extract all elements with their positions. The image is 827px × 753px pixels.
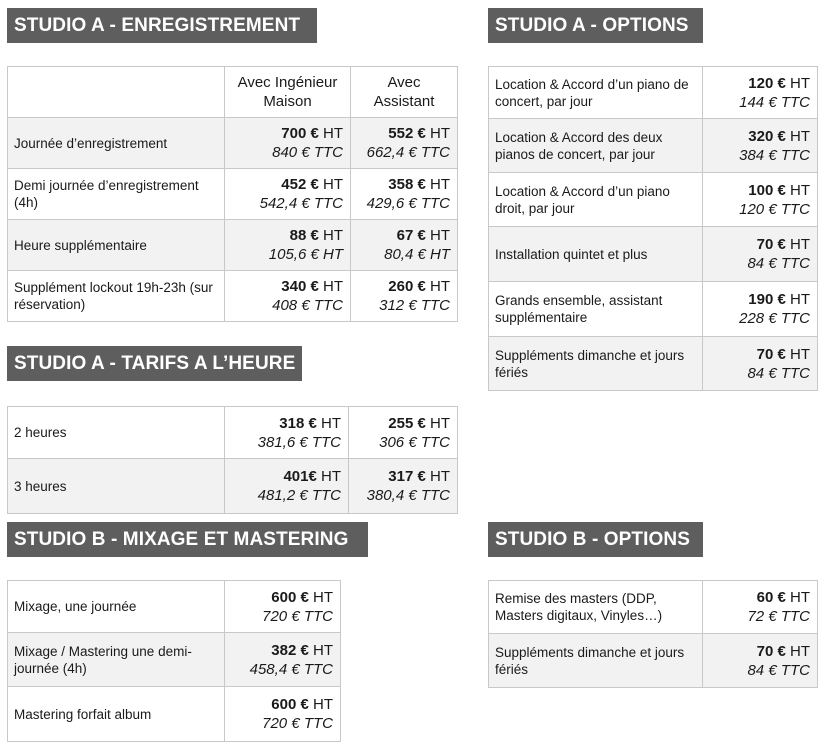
- price-cell: [703, 282, 818, 337]
- table-row: [489, 227, 818, 282]
- row-label: Heure supplémentaire: [8, 220, 225, 271]
- price-unit: HT: [308, 696, 333, 713]
- row-label: Location & Accord d’un piano de concert, par jour: [489, 67, 703, 119]
- table-row: [8, 271, 458, 322]
- price-amount: 600 €: [271, 696, 309, 713]
- row-label: Remise des masters (DDP, Masters digitaux, Vinyles…): [489, 581, 703, 634]
- table-header-empty: [8, 67, 225, 118]
- row-label: Grands ensemble, assistant supplémentaire: [489, 282, 703, 337]
- price-ttc: 380,4 € TTC: [366, 487, 450, 504]
- price-unit: HT: [318, 227, 343, 244]
- price-amount: 70 €: [756, 345, 786, 363]
- price-unit: HT: [785, 181, 810, 199]
- price-ttc: 84 € TTC: [747, 364, 810, 382]
- price-unit: HT: [425, 227, 450, 244]
- price-cell: [351, 118, 458, 169]
- price-cell: [349, 459, 458, 514]
- price-amount: 67 €: [396, 227, 426, 244]
- row-label: Location & Accord d’un piano droit, par jour: [489, 173, 703, 227]
- price-amount: 600 €: [271, 588, 309, 606]
- price-cell: [703, 634, 818, 688]
- table-row: [8, 169, 458, 220]
- price-cell: [225, 633, 341, 687]
- price-cell: [351, 271, 458, 322]
- price-unit: HT: [425, 125, 450, 142]
- price-ttc: 72 € TTC: [747, 608, 810, 625]
- price-amount: 340 €: [281, 278, 319, 295]
- row-label: Mixage / Mastering une demi-journée (4h): [8, 633, 225, 687]
- price-ttc: 228 € TTC: [739, 310, 810, 327]
- price-amount: 190 €: [748, 291, 786, 308]
- price-unit: HT: [785, 236, 810, 253]
- price-ttc: 80,4 € HT: [384, 246, 450, 263]
- price-cell: [225, 687, 341, 742]
- price-ttc: 720 € TTC: [262, 607, 333, 625]
- price-ttc: 105,6 € HT: [268, 246, 343, 263]
- table-row: [8, 220, 458, 271]
- price-unit: HT: [425, 176, 450, 193]
- price-amount: 120 €: [748, 74, 786, 92]
- price-ttc: 458,4 € TTC: [249, 660, 333, 678]
- table-row: [489, 173, 818, 227]
- section-title-studio-a-options: STUDIO A - OPTIONS: [488, 8, 703, 43]
- price-unit: HT: [425, 414, 450, 432]
- price-cell: [703, 337, 818, 391]
- table-row: [489, 581, 818, 634]
- row-label: Mixage, une journée: [8, 581, 225, 633]
- section-title-studio-b-options: STUDIO B - OPTIONS: [488, 522, 703, 557]
- price-cell: [351, 220, 458, 271]
- section-title-studio-a-tarifs-heure: STUDIO A - TARIFS A L’HEURE: [7, 346, 302, 381]
- price-cell: [225, 459, 349, 514]
- row-label: Demi journée d’enregistrement (4h): [8, 169, 225, 220]
- price-unit: HT: [785, 74, 810, 92]
- price-amount: 255 €: [388, 414, 426, 432]
- row-label: 2 heures: [8, 407, 225, 459]
- column-header-ingenieur: Avec Ingénieur Maison: [225, 67, 351, 118]
- price-unit: HT: [785, 291, 810, 308]
- price-amount: 70 €: [756, 642, 786, 660]
- table-row: [8, 687, 341, 742]
- row-label: Suppléments dimanche et jours fériés: [489, 337, 703, 391]
- price-unit: HT: [785, 642, 810, 660]
- table-row: [489, 634, 818, 688]
- price-ttc: 144 € TTC: [739, 93, 810, 111]
- table-studio-a-enregistrement: [7, 66, 458, 322]
- price-amount: 260 €: [388, 278, 426, 295]
- price-amount: 452 €: [281, 176, 319, 193]
- column-header-assistant: Avec Assistant: [351, 67, 458, 118]
- table-studio-a-tarifs-heure: [7, 406, 458, 514]
- price-amount: 60 €: [756, 589, 786, 606]
- price-unit: HT: [785, 589, 810, 606]
- price-amount: 317 €: [388, 468, 426, 485]
- section-title-studio-b-mixage: STUDIO B - MIXAGE ET MASTERING: [7, 522, 368, 557]
- price-amount: 358 €: [388, 176, 426, 193]
- price-unit: HT: [318, 176, 343, 193]
- price-cell: [703, 67, 818, 119]
- price-cell: [225, 271, 351, 322]
- price-ttc: 840 € TTC: [272, 144, 343, 161]
- price-ttc: 429,6 € TTC: [366, 195, 450, 212]
- table-row: [8, 118, 458, 169]
- price-amount: 552 €: [388, 125, 426, 142]
- price-cell: [351, 169, 458, 220]
- row-label: 3 heures: [8, 459, 225, 514]
- price-unit: HT: [308, 641, 333, 659]
- price-unit: HT: [316, 414, 341, 432]
- row-label: Location & Accord des deux pianos de concert, par jour: [489, 119, 703, 173]
- price-ttc: 84 € TTC: [747, 661, 810, 679]
- price-amount: 320 €: [748, 127, 786, 145]
- price-ttc: 306 € TTC: [379, 433, 450, 451]
- price-cell: [349, 407, 458, 459]
- price-ttc: 662,4 € TTC: [366, 144, 450, 161]
- price-ttc: 481,2 € TTC: [257, 487, 341, 504]
- table-row: [489, 337, 818, 391]
- price-unit: HT: [785, 127, 810, 145]
- price-ttc: 384 € TTC: [739, 146, 810, 164]
- table-row: [489, 282, 818, 337]
- price-ttc: 84 € TTC: [747, 255, 810, 272]
- price-ttc: 408 € TTC: [272, 297, 343, 314]
- price-cell: [703, 227, 818, 282]
- price-ttc: 720 € TTC: [262, 715, 333, 732]
- table-studio-a-options: [488, 66, 818, 391]
- price-amount: 401€: [283, 468, 317, 485]
- table-row: [8, 581, 341, 633]
- price-cell: [225, 220, 351, 271]
- price-cell: [225, 118, 351, 169]
- price-cell: [225, 407, 349, 459]
- price-cell: [225, 169, 351, 220]
- price-amount: 382 €: [271, 641, 309, 659]
- price-cell: [703, 119, 818, 173]
- section-title-studio-a-enregistrement: STUDIO A - ENREGISTREMENT: [7, 8, 317, 43]
- table-row: [8, 633, 341, 687]
- row-label: Suppléments dimanche et jours fériés: [489, 634, 703, 688]
- price-unit: HT: [318, 125, 343, 142]
- table-studio-b-options: [488, 580, 818, 688]
- price-amount: 88 €: [289, 227, 319, 244]
- price-amount: 318 €: [279, 414, 317, 432]
- price-unit: HT: [785, 345, 810, 363]
- price-amount: 700 €: [281, 125, 319, 142]
- price-unit: HT: [308, 588, 333, 606]
- price-ttc: 381,6 € TTC: [257, 433, 341, 451]
- table-row: [489, 119, 818, 173]
- table-row: [489, 67, 818, 119]
- table-studio-b-mixage: [7, 580, 341, 742]
- price-unit: HT: [316, 468, 341, 485]
- price-ttc: 120 € TTC: [739, 200, 810, 218]
- price-cell: [225, 581, 341, 633]
- price-unit: HT: [318, 278, 343, 295]
- price-ttc: 542,4 € TTC: [259, 195, 343, 212]
- price-cell: [703, 173, 818, 227]
- row-label: Journée d’enregistrement: [8, 118, 225, 169]
- table-row: [8, 407, 458, 459]
- price-ttc: 312 € TTC: [379, 297, 450, 314]
- price-amount: 70 €: [756, 236, 786, 253]
- row-label: Mastering forfait album: [8, 687, 225, 742]
- price-cell: [703, 581, 818, 634]
- row-label: Supplément lockout 19h-23h (sur réservation): [8, 271, 225, 322]
- price-unit: HT: [425, 468, 450, 485]
- row-label: Installation quintet et plus: [489, 227, 703, 282]
- price-amount: 100 €: [748, 181, 786, 199]
- price-unit: HT: [425, 278, 450, 295]
- table-row: [8, 459, 458, 514]
